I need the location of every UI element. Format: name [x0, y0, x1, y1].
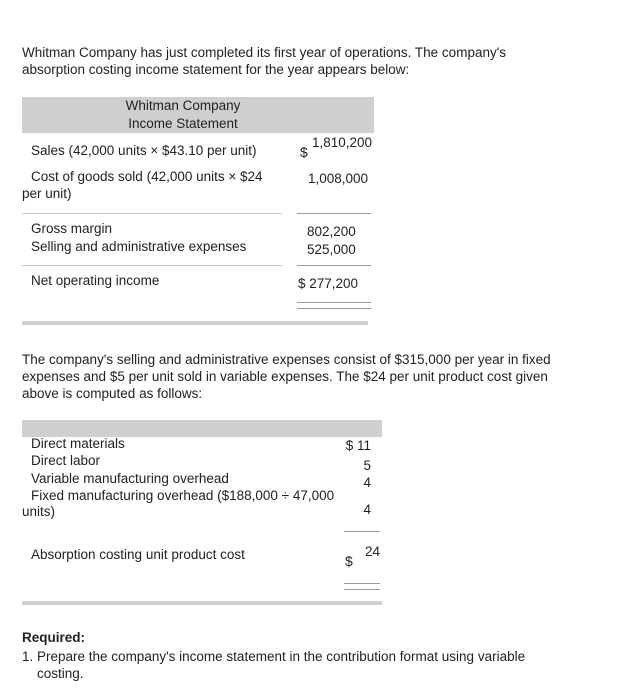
unit-cost-bottom-band — [22, 601, 382, 605]
table-bottom-band — [22, 321, 368, 325]
noi-label: Net operating income — [31, 273, 160, 288]
sales-dollar-sign: $ — [300, 144, 308, 160]
middle-line-2: expenses and $5 per unit sold in variable expenses. The $24 per unit product cost given — [22, 369, 548, 384]
noi-double-underline-1 — [297, 302, 371, 303]
sales-label: Sales (42,000 units × $43.10 per unit) — [31, 143, 257, 158]
direct-materials-label: Direct materials — [31, 436, 125, 451]
absorption-cost-dollar-sign: $ — [345, 553, 353, 569]
cogs-label-line-1: Cost of goods sold (42,000 units × $24 — [31, 169, 263, 184]
gross-margin-label: Gross margin — [31, 221, 113, 236]
income-statement-title — [22, 97, 344, 133]
fixed-overhead-value: 4 — [363, 502, 371, 517]
required-item-1-line-2: costing. — [37, 666, 84, 681]
absorption-double-underline-2 — [344, 589, 380, 590]
noi-value: $ 277,200 — [298, 276, 359, 291]
sga-underline — [297, 265, 371, 266]
absorption-cost-label: Absorption costing unit product cost — [31, 547, 245, 562]
fixed-overhead-label-line-2: units) — [22, 504, 56, 519]
direct-labor-value: 5 — [363, 458, 371, 473]
intro-line-1: Whitman Company has just completed its first year of operations. The company's — [22, 45, 507, 60]
absorption-double-underline-1 — [344, 583, 380, 584]
unit-cost-underline — [344, 531, 380, 532]
noi-double-underline-2 — [297, 308, 371, 309]
statement-title: Income Statement — [128, 116, 238, 131]
intro-line-2: absorption costing income statement for the year appears below: — [22, 62, 410, 77]
direct-materials-value: $ 11 — [345, 438, 371, 453]
required-heading: Required: — [22, 630, 86, 645]
sga-label: Selling and administrative expenses — [31, 239, 247, 254]
variable-overhead-label: Variable manufacturing overhead — [31, 471, 229, 486]
row-divider — [22, 213, 282, 214]
unit-cost-header — [22, 420, 382, 437]
direct-labor-label: Direct labor — [31, 453, 101, 468]
required-item-1 — [22, 648, 607, 682]
intro-paragraph — [22, 44, 607, 78]
company-name: Whitman Company — [125, 98, 241, 113]
gross-margin-value: 802,200 — [307, 224, 356, 239]
cogs-label-line-2: per unit) — [22, 186, 72, 201]
required-item-1-line-1: 1. Prepare the company's income statement in the contribution format using variable — [22, 649, 526, 664]
absorption-cost-value: 24 — [365, 544, 381, 559]
middle-paragraph — [22, 351, 607, 402]
middle-line-1: The company's selling and administrative expenses consist of $315,000 per year in fixed — [22, 352, 551, 367]
row-divider — [22, 265, 282, 266]
middle-line-3: above is computed as follows: — [22, 386, 203, 401]
fixed-overhead-label-line-1: Fixed manufacturing overhead ($188,000 ÷ 47,000 — [31, 488, 335, 503]
variable-overhead-value: 4 — [363, 475, 371, 490]
cogs-underline — [297, 213, 371, 214]
sales-value: 1,810,200 — [312, 135, 373, 150]
sga-value: 525,000 — [307, 242, 356, 257]
cogs-value: 1,008,000 — [308, 171, 369, 186]
